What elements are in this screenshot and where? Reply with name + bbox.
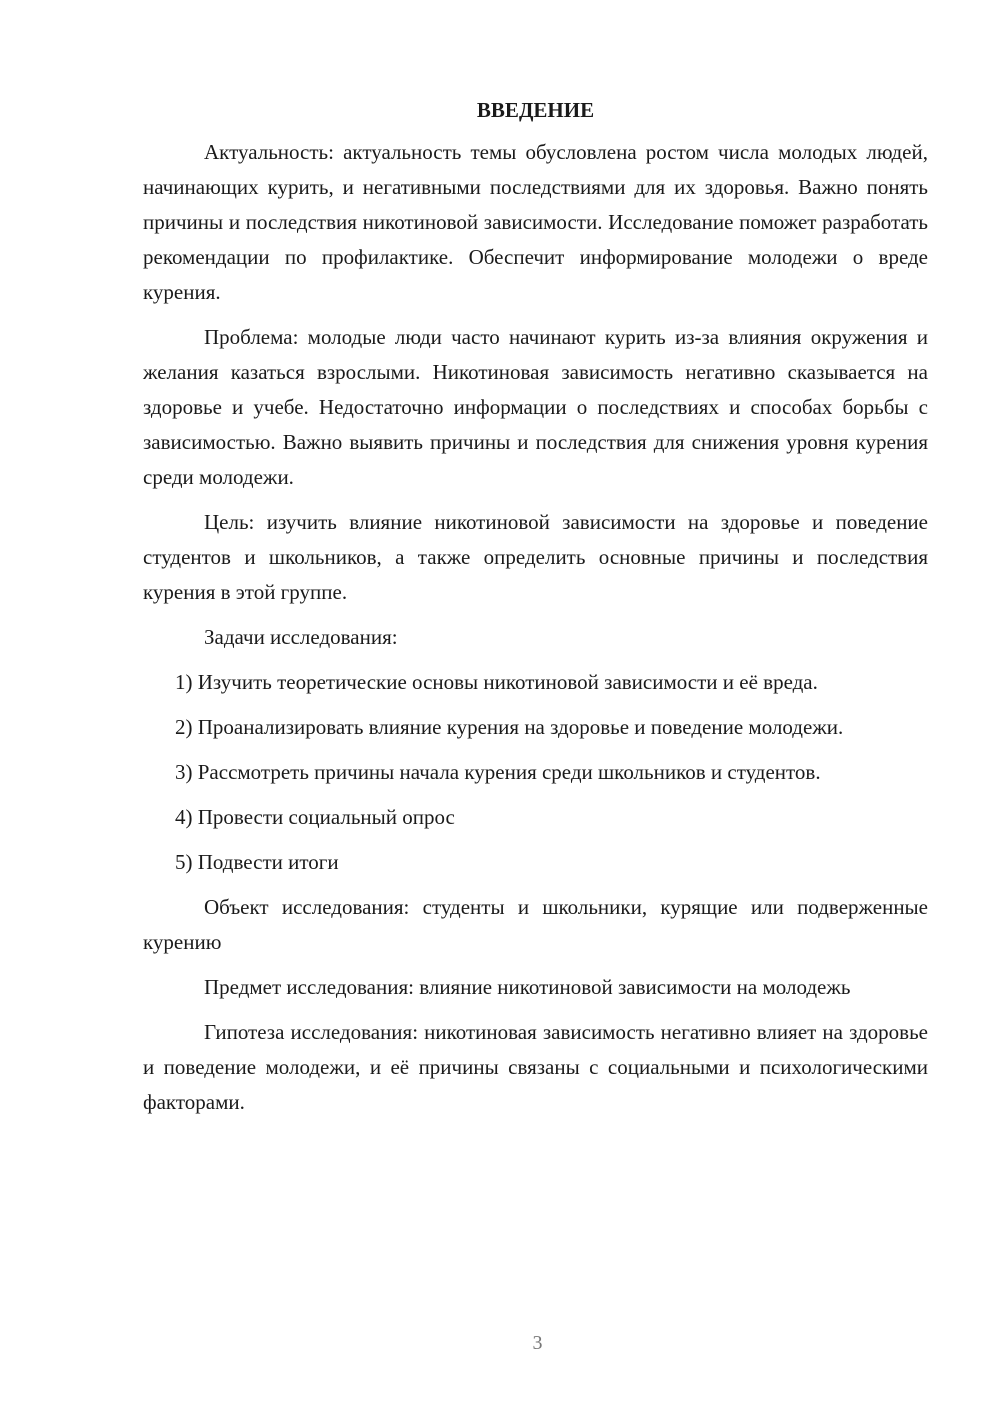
paragraph-goal: Цель: изучить влияние никотиновой зависимости на здоровье и поведение студентов и школьников, а также определить основные причины и последствия курения в этой группе.: [143, 510, 928, 604]
paragraph-object: Объект исследования: студенты и школьники, курящие или подверженные курению: [143, 895, 928, 954]
paragraph-relevance: Актуальность: актуальность темы обусловлена ростом числа молодых людей, начинающих курить, и негативными последствиями для их здоровья. Важно понять причины и последствия никотиновой зависимости. Исследование поможет разработать рекомендации по профилактике. Обеспечит информирование молодежи о вреде курения.: [143, 140, 928, 304]
task-item-5: 5) Подвести итоги: [175, 850, 339, 874]
task-item-3: 3) Рассмотреть причины начала курения среди школьников и студентов.: [175, 760, 821, 784]
task-item-2: 2) Проанализировать влияние курения на здоровье и поведение молодежи.: [175, 715, 844, 739]
page-content: [143, 95, 928, 1130]
section-title: ВВЕДЕНИЕ: [476, 98, 595, 122]
paragraph-hypothesis: Гипотеза исследования: никотиновая зависимость негативно влияет на здоровье и поведение молодежи, и её причины связаны с социальными и психологическими факторами.: [143, 1020, 928, 1114]
task-item-1: 1) Изучить теоретические основы никотиновой зависимости и её вреда.: [175, 670, 818, 694]
page-number: 3: [532, 1332, 543, 1354]
paragraph-subject: Предмет исследования: влияние никотиновой зависимости на молодежь: [204, 975, 851, 999]
paragraph-problem: Проблема: молодые люди часто начинают курить из-за влияния окружения и желания казаться взрослыми. Никотиновая зависимость негативно сказывается на здоровье и учебе. Недостаточно информации о последствиях и способах борьбы с зависимостью. Важно выявить причины и последствия для снижения уровня курения среди молодежи.: [143, 325, 928, 489]
paragraph-tasks-heading: Задачи исследования:: [204, 625, 398, 649]
task-item-4: 4) Провести социальный опрос: [175, 805, 455, 829]
